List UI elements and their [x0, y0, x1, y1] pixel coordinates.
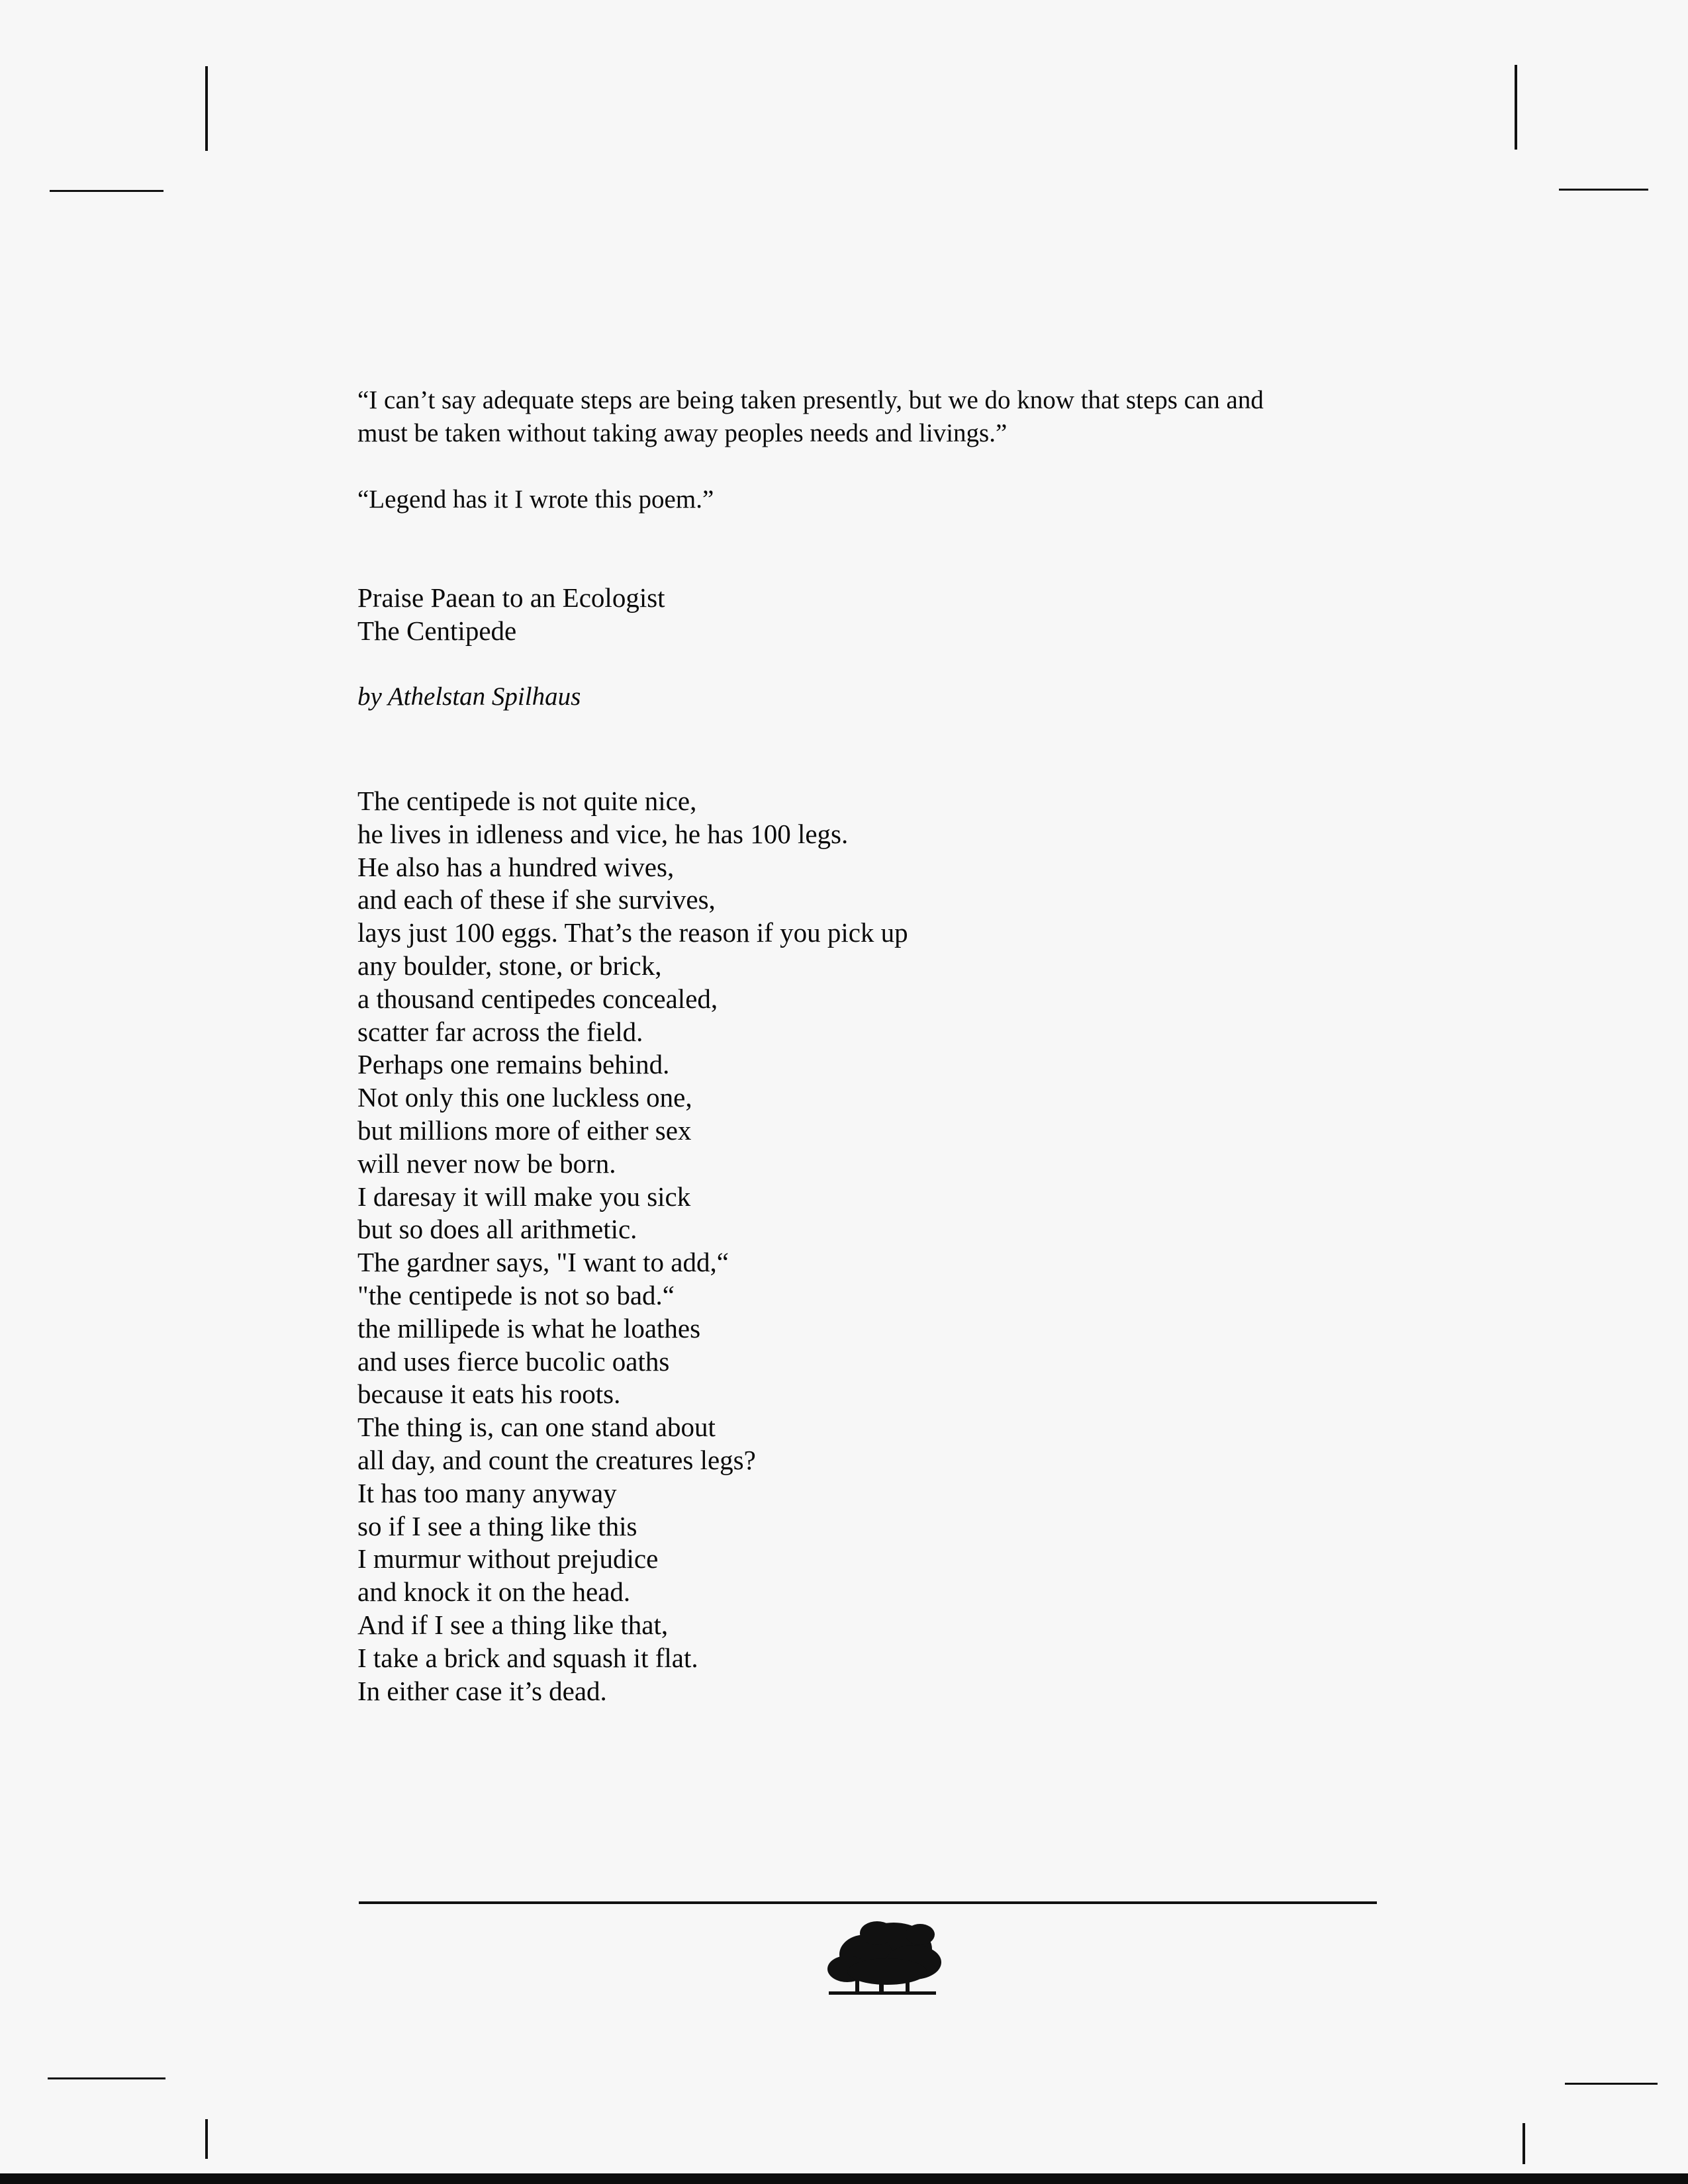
crop-mark-bottom-right-vertical [1523, 2123, 1525, 2164]
poem-line: he lives in idleness and vice, he has 100 legs. [357, 818, 849, 849]
poem-line: but so does all arithmetic. [357, 1214, 637, 1245]
scan-edge-band [0, 2173, 1688, 2184]
opening-quote-line-1: “I can’t say adequate steps are being taken presently, but we do know that steps can and [357, 386, 1264, 414]
poem-line: I daresay it will make you sick [357, 1181, 691, 1212]
poem-line: because it eats his roots. [357, 1379, 621, 1410]
poem-line: The thing is, can one stand about [357, 1412, 716, 1443]
poem-line: I take a brick and squash it flat. [357, 1642, 698, 1673]
crop-mark-top-left-horizontal [50, 190, 164, 192]
opening-quote [357, 384, 1390, 450]
document-body [357, 384, 1390, 1707]
poem-line: In either case it’s dead. [357, 1675, 607, 1706]
poem-line: I murmur without prejudice [357, 1543, 659, 1574]
crop-mark-bottom-left-horizontal [48, 2077, 165, 2079]
poem-title-line-1: Praise Paean to an Ecologist [357, 582, 665, 613]
poem-line: "the centipede is not so bad.“ [357, 1279, 675, 1310]
opening-quote-line-2: must be taken without taking away peoples needs and livings.” [357, 419, 1008, 447]
tree-logo-icon [814, 1915, 950, 2001]
poem-line: Perhaps one remains behind. [357, 1049, 670, 1080]
poem-line: and uses fierce bucolic oaths [357, 1345, 670, 1377]
poem-line: And if I see a thing like that, [357, 1609, 669, 1640]
poem-line: the millipede is what he loathes [357, 1312, 701, 1343]
poem-line: The gardner says, "I want to add,“ [357, 1247, 729, 1278]
crop-mark-top-right-vertical [1515, 65, 1517, 150]
crop-mark-bottom-right-horizontal [1565, 2083, 1658, 2085]
poem-text [357, 785, 1390, 1707]
poem-title [357, 581, 1390, 647]
footer-rule [359, 1901, 1377, 1904]
poem-line: so if I see a thing like this [357, 1510, 637, 1541]
crop-mark-bottom-left-vertical [205, 2119, 208, 2159]
poem-line: a thousand centipedes concealed, [357, 983, 718, 1014]
crop-mark-top-left-vertical [205, 66, 208, 151]
poem-line: any boulder, stone, or brick, [357, 950, 662, 981]
poem-line: but millions more of either sex [357, 1115, 692, 1146]
poem-line: It has too many anyway [357, 1477, 617, 1508]
poem-line: He also has a hundred wives, [357, 851, 675, 882]
poem-line: lays just 100 eggs. That’s the reason if you pick up [357, 917, 908, 948]
legend-quote: “Legend has it I wrote this poem.” [357, 485, 714, 514]
poem-line: The centipede is not quite nice, [357, 786, 697, 816]
poem-line: all day, and count the creatures legs? [357, 1444, 756, 1475]
poem-line: will never now be born. [357, 1148, 616, 1179]
poem-line: Not only this one luckless one, [357, 1082, 692, 1113]
poem-line: and knock it on the head. [357, 1576, 631, 1608]
poem-title-line-2: The Centipede [357, 615, 517, 646]
crop-mark-top-right-horizontal [1559, 189, 1648, 191]
poem-line: and each of these if she survives, [357, 884, 716, 915]
poem-byline: by Athelstan Spilhaus [357, 682, 581, 711]
poem-line: scatter far across the field. [357, 1016, 643, 1047]
